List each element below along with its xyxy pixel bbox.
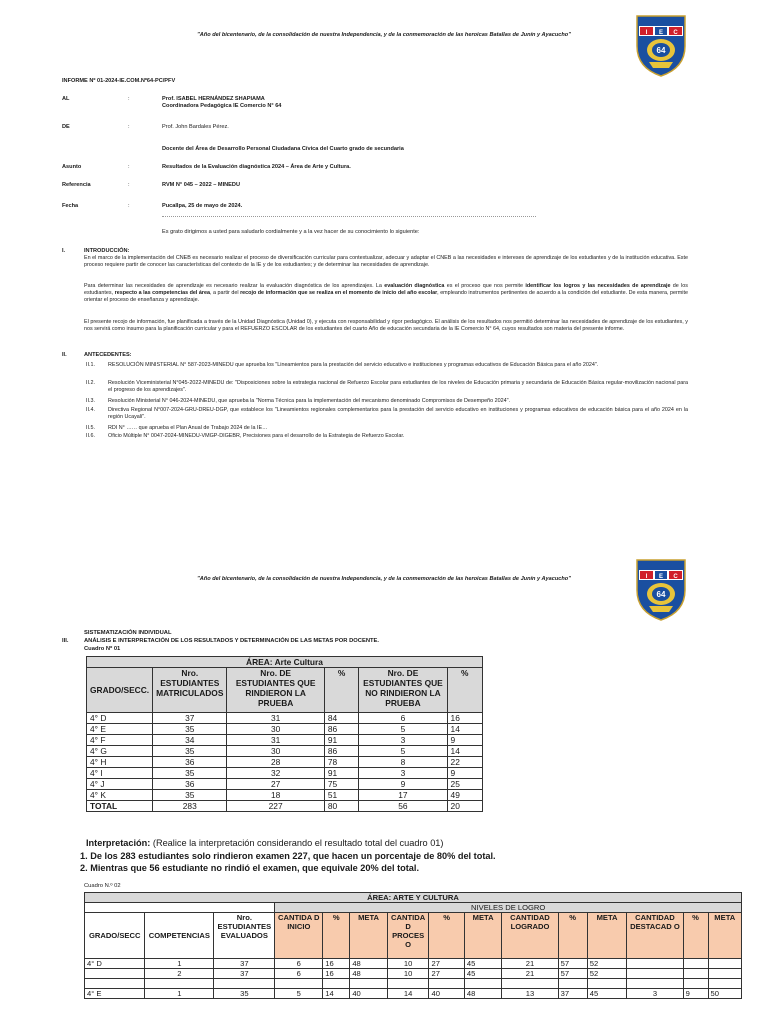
table-cell: 5 bbox=[275, 989, 323, 999]
table-cell: 6 bbox=[275, 969, 323, 979]
table-cell bbox=[683, 969, 708, 979]
table-cell bbox=[708, 959, 741, 969]
table-cell: 34 bbox=[153, 735, 227, 746]
school-crest-logo bbox=[633, 556, 689, 622]
table-cell: TOTAL bbox=[87, 801, 153, 812]
table-cell: 8 bbox=[359, 757, 447, 768]
table-cell bbox=[387, 979, 429, 989]
table-area-title: ÁREA: Arte Cultura bbox=[87, 657, 483, 668]
col-header: META bbox=[708, 913, 741, 959]
table-cell: 45 bbox=[464, 969, 501, 979]
table-row bbox=[87, 713, 483, 724]
table-cell: 28 bbox=[227, 757, 324, 768]
col-header: CANTIDA D INICIO bbox=[275, 913, 323, 959]
results-table-2 bbox=[84, 892, 742, 999]
field-colon: : bbox=[128, 124, 130, 130]
col-header: COMPETENCIAS bbox=[145, 913, 214, 959]
table-cell: 84 bbox=[324, 713, 359, 724]
field-value-de: Prof. John Bardales Pérez. bbox=[162, 124, 229, 130]
table-row bbox=[87, 746, 483, 757]
table-cell: 4° E bbox=[87, 724, 153, 735]
table-cell: 4° D bbox=[87, 713, 153, 724]
svg-text:E: E bbox=[658, 30, 664, 36]
table-cell: 14 bbox=[323, 989, 350, 999]
interpretation-line: Interpretación: (Realice la interpretación considerando el resultado total del cuadro 01) bbox=[86, 838, 444, 848]
table-cell: 91 bbox=[324, 735, 359, 746]
table-cell: 80 bbox=[324, 801, 359, 812]
col-header: Nro. DE ESTUDIANTES QUE NO RINDIERON LA PRUEBA bbox=[359, 668, 447, 713]
cuadro-2-label: Cuadro N.º 02 bbox=[84, 883, 121, 889]
intro-paragraph-1: En el marco de la implementación del CNEB es necesario realizar el proceso de diversificación curricular para contextualizar, adecuar y adaptar el CNEB a las necesidades e intereses de aprendizaje de los estudiantes y de la institución educativa. Este proceso requiere partir de conocer las características del contexto de la IE y de los estudiantes; y de determinar las necesidades de aprendizaje. bbox=[84, 255, 688, 268]
table-row bbox=[87, 801, 483, 812]
antecedent-item: II.2. Resolución Viceministerial N°045-2022-MINEDU de: "Disposiciones sobre la estrategia nacional de Refuerzo Escolar para estudiantes de los niveles de Educación primaria y secundaria de Educación Básica regular-movilización nacional para el progreso de los aprendizajes". bbox=[86, 380, 688, 393]
col-header: % bbox=[683, 913, 708, 959]
col-header: % bbox=[324, 668, 359, 713]
section-1-title: INTRODUCCIÓN: bbox=[84, 248, 130, 254]
col-header: META bbox=[587, 913, 627, 959]
table-cell: 91 bbox=[324, 768, 359, 779]
table-cell: 9 bbox=[447, 735, 482, 746]
table-cell: 14 bbox=[447, 746, 482, 757]
table-cell: 283 bbox=[153, 801, 227, 812]
table-cell bbox=[275, 979, 323, 989]
table-cell: 52 bbox=[587, 969, 627, 979]
table-cell: 4° F bbox=[87, 735, 153, 746]
svg-text:64: 64 bbox=[656, 590, 666, 599]
table-cell: 37 bbox=[214, 959, 275, 969]
table-cell: 6 bbox=[359, 713, 447, 724]
col-header: Nro. ESTUDIANTES MATRICULADOS bbox=[153, 668, 227, 713]
table-cell: 56 bbox=[359, 801, 447, 812]
table-cell bbox=[323, 979, 350, 989]
field-label-al: AL bbox=[62, 96, 70, 102]
table-cell: 13 bbox=[502, 989, 558, 999]
table-cell bbox=[350, 979, 387, 989]
table-cell: 51 bbox=[324, 790, 359, 801]
col-header: META bbox=[350, 913, 387, 959]
table-cell: 57 bbox=[558, 969, 587, 979]
table-row bbox=[85, 959, 742, 969]
field-colon: : bbox=[128, 164, 130, 170]
table-row bbox=[87, 790, 483, 801]
table-cell bbox=[708, 969, 741, 979]
field-value-fecha: Pucallpa, 25 de mayo de 2024. bbox=[162, 203, 243, 209]
table-cell: 3 bbox=[627, 989, 683, 999]
table-cell: 37 bbox=[214, 969, 275, 979]
table-cell bbox=[627, 969, 683, 979]
table-cell: 1 bbox=[145, 989, 214, 999]
table-cell: 16 bbox=[323, 959, 350, 969]
table-cell: 4° D bbox=[85, 959, 145, 969]
table-area-title: ÁREA: ARTE Y CULTURA bbox=[85, 893, 742, 903]
col-header: % bbox=[447, 668, 482, 713]
table-cell: 30 bbox=[227, 724, 324, 735]
table-row bbox=[85, 969, 742, 979]
table-cell: 49 bbox=[447, 790, 482, 801]
table-cell: 10 bbox=[387, 969, 429, 979]
table-cell: 4° G bbox=[87, 746, 153, 757]
col-header: GRADO/SECC. bbox=[87, 668, 153, 713]
table-cell: 45 bbox=[587, 989, 627, 999]
table-row bbox=[87, 735, 483, 746]
table-cell bbox=[708, 979, 741, 989]
cuadro-1-label: Cuadro Nº 01 bbox=[84, 646, 121, 652]
table-cell bbox=[683, 979, 708, 989]
table-cell: 25 bbox=[447, 779, 482, 790]
table-cell: 40 bbox=[429, 989, 464, 999]
svg-text:I: I bbox=[645, 30, 648, 36]
table-cell: 78 bbox=[324, 757, 359, 768]
table-cell: 48 bbox=[350, 969, 387, 979]
table-cell: 14 bbox=[387, 989, 429, 999]
table-cell: 4° I bbox=[87, 768, 153, 779]
table-cell bbox=[627, 959, 683, 969]
table-cell: 1 bbox=[145, 959, 214, 969]
table-cell: 32 bbox=[227, 768, 324, 779]
svg-text:64: 64 bbox=[656, 46, 666, 55]
table-cell bbox=[85, 969, 145, 979]
field-colon: : bbox=[128, 96, 130, 102]
table-area-row bbox=[87, 657, 483, 668]
antecedent-item: II.4. Directiva Regional N°007-2024-GRU-DREU-DGP, que establece los "Lineamientos regionales complementarios para la prestación del servicio educativo en instituciones y programas educativos de educación básica para el año 2024 en la región Ucayali". bbox=[86, 407, 688, 420]
table-cell bbox=[683, 959, 708, 969]
col-header: META bbox=[464, 913, 501, 959]
col-header: CANTIDA D PROCES O bbox=[387, 913, 429, 959]
section-2-title: ANTECEDENTES: bbox=[84, 352, 132, 358]
motto-text: "Año del bicentenario, de la consolidación de nuestra Independencia, y de la conmemoración de las heroicas Batallas de Junín y Ayacucho" bbox=[197, 32, 571, 38]
col-header: CANTIDAD DESTACAD O bbox=[627, 913, 683, 959]
table-row bbox=[87, 724, 483, 735]
field-value-referencia: RVM N° 045 – 2022 – MINEDU bbox=[162, 182, 240, 188]
intro-paragraph-2: Para determinar las necesidades de aprendizaje es necesario realizar la evaluación diagnóstica de los aprendizajes. La evaluación diagnóstica es el proceso que nos permite identificar los logros y las necesidades de aprendizaje de los estudiantes, respecto a las competencias del área, a partir del recojo de información que se realiza en el momento de inicio del año escolar, empleando instrumentos pertinentes de acuerdo a la condición del estudiante. De esta manera, permite orientar el proceso de enseñanza y aprendizaje. bbox=[84, 283, 688, 303]
table-cell: 16 bbox=[447, 713, 482, 724]
field-value-docente: Docente del Área de Desarrollo Personal Ciudadana Cívica del Cuarto grado de secundaria bbox=[162, 146, 404, 152]
field-colon: : bbox=[128, 182, 130, 188]
table-cell bbox=[464, 979, 501, 989]
table-cell: 40 bbox=[350, 989, 387, 999]
table-blank-header bbox=[85, 903, 275, 913]
field-label-de: DE bbox=[62, 124, 70, 130]
antecedent-item: II.3. Resolución Ministerial N° 046-2024-MINEDU, que aprueba la "Norma Técnica para la implementación del mecanismo denominado Compromisos de Desempeño 2024". bbox=[86, 398, 510, 404]
table-cell: 45 bbox=[464, 959, 501, 969]
table-cell: 4° K bbox=[87, 790, 153, 801]
section-3-number: III. bbox=[62, 638, 69, 644]
table-cell: 36 bbox=[153, 757, 227, 768]
table-cell: 27 bbox=[227, 779, 324, 790]
greeting-text: Es grato dirigirnos a usted para saludarlo cordialmente y a la vez hacer de su conocimiento lo siguiente: bbox=[162, 229, 420, 235]
col-header: CANTIDAD LOGRADO bbox=[502, 913, 558, 959]
table-cell: 5 bbox=[359, 724, 447, 735]
antecedent-item: II.5. RDI N° …… que aprueba el Plan Anual de Trabajo 2024 de la IE… bbox=[86, 425, 268, 431]
table-cell: 35 bbox=[153, 746, 227, 757]
table-cell: 21 bbox=[502, 969, 558, 979]
separator-line bbox=[162, 216, 536, 217]
table-cell: 35 bbox=[153, 768, 227, 779]
svg-text:C: C bbox=[673, 574, 678, 580]
table-cell: 4° J bbox=[87, 779, 153, 790]
table-cell: 9 bbox=[683, 989, 708, 999]
table-cell: 4° E bbox=[85, 989, 145, 999]
field-value-asunto: Resultados de la Evaluación diagnóstica 2024 – Área de Arte y Cultura. bbox=[162, 164, 351, 170]
table-cell: 3 bbox=[359, 735, 447, 746]
table-cell: 50 bbox=[708, 989, 741, 999]
table-cell: 227 bbox=[227, 801, 324, 812]
motto-text-page-2: "Año del bicentenario, de la consolidación de nuestra Independencia, y de la conmemoración de las heroicas Batallas de Junín y Ayacucho" bbox=[197, 576, 571, 582]
section-2-number: II. bbox=[62, 352, 67, 358]
table-cell: 22 bbox=[447, 757, 482, 768]
table-cell: 35 bbox=[153, 724, 227, 735]
table-cell: 36 bbox=[153, 779, 227, 790]
table-row bbox=[85, 979, 742, 989]
table-cell: 30 bbox=[227, 746, 324, 757]
sistematizacion-label: SISTEMATIZACIÓN INDIVIDUAL bbox=[84, 630, 172, 636]
table-cell: 31 bbox=[227, 735, 324, 746]
table-cell bbox=[145, 979, 214, 989]
antecedent-item: II.1. RESOLUCIÓN MINISTERIAL N° 587-2023-MINEDU que aprueba los "Lineamientos para la prestación del servicio educativo e instituciones y programas educativos de Educación Básica para el año 2024". bbox=[86, 362, 599, 368]
table-cell: 86 bbox=[324, 746, 359, 757]
school-crest-logo bbox=[633, 12, 689, 78]
table-cell: 14 bbox=[447, 724, 482, 735]
table-cell: 35 bbox=[214, 989, 275, 999]
table-cell: 86 bbox=[324, 724, 359, 735]
col-header: Nro. DE ESTUDIANTES QUE RINDIERON LA PRUEBA bbox=[227, 668, 324, 713]
table-row bbox=[87, 779, 483, 790]
table-cell bbox=[627, 979, 683, 989]
col-header: GRADO/SECC bbox=[85, 913, 145, 959]
svg-text:I: I bbox=[645, 574, 648, 580]
antecedent-item: II.6. Oficio Múltiple N° 0047-2024-MINEDU-VMGP-DIGEBR, Precisiones para el desarrollo de la Estrategia de Refuerzo Escolar. bbox=[86, 433, 405, 439]
svg-text:C: C bbox=[673, 30, 678, 36]
table-cell: 48 bbox=[350, 959, 387, 969]
field-label-referencia: Referencia bbox=[62, 182, 91, 188]
svg-text:E: E bbox=[658, 574, 664, 580]
table-cell bbox=[502, 979, 558, 989]
table-row bbox=[85, 989, 742, 999]
table-cell: 17 bbox=[359, 790, 447, 801]
table-cell: 9 bbox=[447, 768, 482, 779]
table-cell bbox=[558, 979, 587, 989]
table-cell: 48 bbox=[464, 989, 501, 999]
field-label-asunto: Asunto bbox=[62, 164, 82, 170]
interpretation-item: 1. De los 283 estudiantes solo rindieron examen 227, que hacen un porcentaje de 80% del total. bbox=[80, 851, 496, 861]
field-value-al-2: Coordinadora Pedagógica IE Comercio N° 64 bbox=[162, 103, 282, 109]
table-cell: 52 bbox=[587, 959, 627, 969]
intro-paragraph-3: El presente recojo de información, fue planificada a través de la Unidad Diagnóstica (Unidad 0), y ejecuta con responsabilidad y rigor pedagógico. El análisis de los resultados nos permitió determinar las necesidades de aprendizaje de los estudiantes, y nos servirá como insumo para la planificación curricular y para el REFUERZO ESCOLAR de los estudiantes del cuarto Año de educación secundaria de la IE Comercio N° 64, cuyos resultados son materia del presente informe. bbox=[84, 319, 688, 332]
field-label-fecha: Fecha bbox=[62, 203, 79, 209]
table-header-row bbox=[87, 668, 483, 713]
col-header: % bbox=[429, 913, 464, 959]
table-cell: 37 bbox=[153, 713, 227, 724]
table-cell: 75 bbox=[324, 779, 359, 790]
table-cell: 16 bbox=[323, 969, 350, 979]
col-header: % bbox=[323, 913, 350, 959]
table-cell: 21 bbox=[502, 959, 558, 969]
table-row bbox=[87, 757, 483, 768]
niveles-header: NIVELES DE LOGRO bbox=[275, 903, 742, 913]
table-cell bbox=[587, 979, 627, 989]
report-id: INFORME Nº 01-2024-IE.COM.Nº64-PC/PFV bbox=[62, 78, 176, 84]
table-cell: 27 bbox=[429, 959, 464, 969]
table-cell: 10 bbox=[387, 959, 429, 969]
table-cell: 4° H bbox=[87, 757, 153, 768]
table-cell: 6 bbox=[275, 959, 323, 969]
table-cell: 57 bbox=[558, 959, 587, 969]
table-cell: 3 bbox=[359, 768, 447, 779]
table-cell: 9 bbox=[359, 779, 447, 790]
table-cell: 35 bbox=[153, 790, 227, 801]
section-1-number: I. bbox=[62, 248, 66, 254]
field-colon: : bbox=[128, 203, 130, 209]
table-cell: 2 bbox=[145, 969, 214, 979]
table-cell: 37 bbox=[558, 989, 587, 999]
table-cell: 18 bbox=[227, 790, 324, 801]
table-row bbox=[87, 768, 483, 779]
col-header: % bbox=[558, 913, 587, 959]
table-cell: 27 bbox=[429, 969, 464, 979]
field-value-al-1: Prof. ISABEL HERNÁNDEZ SHAPIAMA bbox=[162, 96, 265, 102]
section-3-title: ANÁLISIS E INTERPRETACIÓN DE LOS RESULTADOS Y DETERMINACIÓN DE LAS METAS POR DOCENTE. bbox=[84, 638, 380, 644]
results-table-1 bbox=[86, 656, 483, 812]
col-header: Nro. ESTUDIANTES EVALUADOS bbox=[214, 913, 275, 959]
table-cell bbox=[429, 979, 464, 989]
table-cell bbox=[214, 979, 275, 989]
table-cell: 31 bbox=[227, 713, 324, 724]
table-cell: 5 bbox=[359, 746, 447, 757]
table-cell bbox=[85, 979, 145, 989]
table-cell: 20 bbox=[447, 801, 482, 812]
interpretation-item: 2. Mientras que 56 estudiante no rindió el examen, que equivale 20% del total. bbox=[80, 863, 420, 873]
